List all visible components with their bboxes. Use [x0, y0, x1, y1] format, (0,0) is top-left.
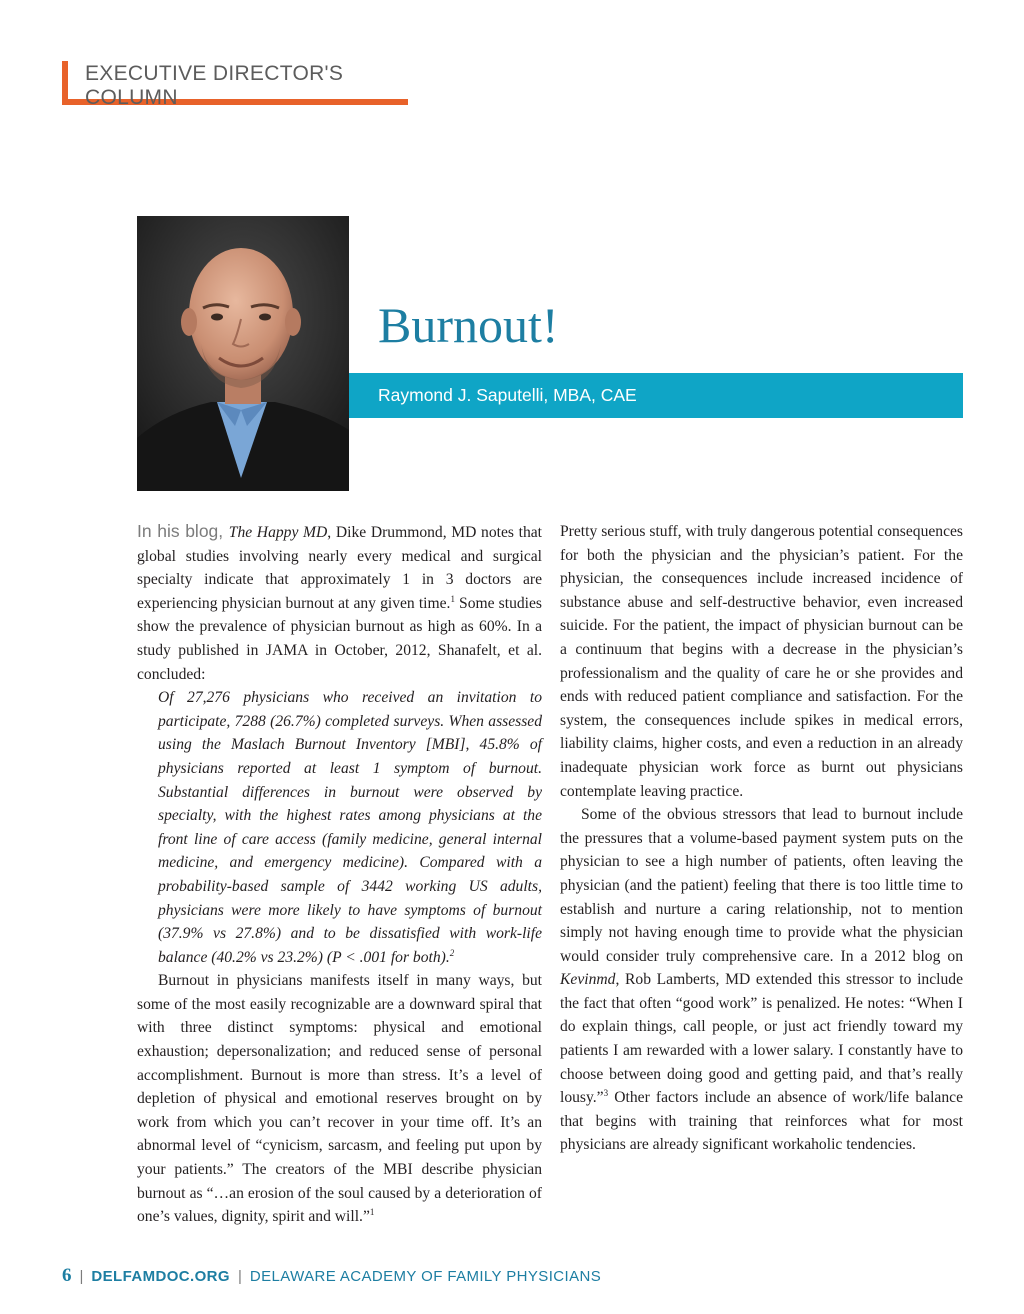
- page-footer: [62, 1265, 601, 1287]
- footer-separator: |: [79, 1268, 84, 1285]
- footer-organization: DELAWARE ACADEMY OF FAMILY PHYSICIANS: [249, 1268, 602, 1285]
- author-byline: Raymond J. Saputelli, MBA, CAE: [378, 385, 637, 405]
- symptoms-paragraph-continued: Pretty serious stuff, with truly dangerous potential consequences for both the physician and the physician’s patient. For the physician, the consequences include increased incidence of substance abuse and self-destructive behavior, even increased suicide. For the patient, the impact of physician burnout can be a continuum that begins with a decrease in the physician’s professionalism and the quality of care he or she provides and ends with reduced patient compliance and satisfaction. For the system, the consequences include spikes in medical errors, liability claims, higher costs, and even a reduction in an already inadequate physician work force as burnt out physicians contemplate leaving practice.: [560, 523, 963, 800]
- byline-band: [349, 373, 963, 418]
- article-title: Burnout!: [378, 297, 559, 353]
- article-column-right: [560, 520, 963, 1157]
- article-column-left: [137, 520, 542, 1229]
- symptoms-text: Burnout in physicians manifests itself in many ways, but some of the most easily recognizable are a downward spiral that with three distinct symptoms: physical and emotional exhaustion; depersonalization; and reduced sense of personal accomplishment. Burnout is more than stress. It’s a level of depletion of physical and emotional reserves brought on by work from which you can’t recover in your time off. It’s an abnormal level of “cynicism, sarcasm, and feeling put upon by your patients.” The creators of the MBI describe physician burnout as “…an erosion of the soul caused by a deterioration of one’s values, dignity, spirit and will.”: [137, 972, 542, 1226]
- footnote-ref: 1: [450, 593, 455, 604]
- author-photo: [137, 216, 349, 491]
- blog-title: Kevinmd: [560, 971, 616, 989]
- footnote-ref: 3: [603, 1088, 609, 1099]
- study-quote: [158, 686, 542, 969]
- footer-separator: |: [237, 1268, 242, 1285]
- stressors-text: Some of the obvious stressors that lead to burnout include the pressures that a volume-based payment system puts on the physician to see a high number of patients, often leaving the physician (and the patient) feeling that there is too little time to establish and nurture a caring relationship, not to mention simply not having enough time to provide what the physician would consider truly comprehensive care. In a 2012 blog on: [560, 806, 963, 965]
- intro-lead: In his blog,: [137, 521, 229, 541]
- intro-text: , Dike Drummond, MD notes that global studies involving nearly every medical and surgical specialty indicate that approximately 1 in 3 doctors are experiencing physician burnout at any given time.: [137, 524, 542, 612]
- intro-paragraph: [137, 520, 542, 686]
- stressors-text-end: Other factors include an absence of work/life balance that begins with training that reinforces what for most physicians are already significant workaholic tendencies.: [560, 1089, 963, 1154]
- symptoms-paragraph: [137, 969, 542, 1229]
- column-header: [62, 58, 410, 109]
- stressors-text-continued: , Rob Lamberts, MD extended this stressor to include the fact that often “good work” is penalized. He notes: “When I do explain things, call people, or just act friendly toward my patients I am rewarded with a lower salary. I constantly have to choose between doing good and getting paid, and that’s really lousy.”: [560, 971, 963, 1107]
- footnote-ref: 1: [369, 1207, 375, 1218]
- page-number: 6: [62, 1265, 72, 1286]
- footnote-ref: 2: [449, 947, 455, 958]
- footer-site-link[interactable]: DELFAMDOC.ORG: [91, 1268, 230, 1285]
- blog-title: The Happy MD: [228, 524, 328, 541]
- stressors-paragraph: [560, 803, 963, 1157]
- study-quote-text: Of 27,276 physicians who received an invitation to participate, 7288 (26.7%) completed surveys. When assessed using the Maslach Burnout Inventory [MBI], 45.8% of physicians reported at least 1 symptom of burnout. Substantial differences in burnout were observed by specialty, with the highest rates among physicians at the front line of care access (family medicine, general internal medicine, and emergency medicine). Compared with a probability-based sample of 3442 working US adults, physicians were more likely to have symptoms of burnout (37.9% vs 27.8%) and to be dissatisfied with work-life balance (40.2% vs 23.2%) (P < .001 for both).: [158, 689, 542, 966]
- column-header-label: EXECUTIVE DIRECTOR'S COLUMN: [85, 62, 344, 109]
- intro-text-continued: Some studies show the prevalence of physician burnout as high as 60%. In a study published in JAMA in October, 2012, Shanafelt, et al. concluded:: [137, 594, 542, 683]
